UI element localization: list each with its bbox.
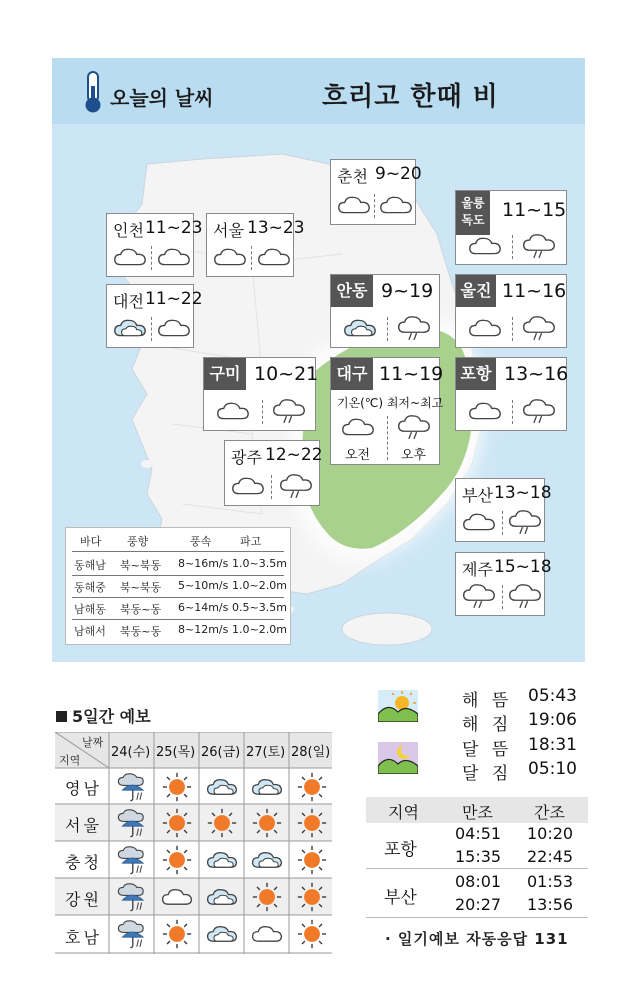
rain-icon — [397, 414, 431, 440]
city-seoul: 서울 13~23 — [206, 213, 294, 277]
rain-icon — [279, 473, 313, 499]
cloud-icon — [157, 317, 191, 339]
partly-cloudy-icon — [206, 776, 238, 798]
partly-cloudy-icon — [343, 317, 377, 339]
day-header: 24(수) — [111, 745, 151, 760]
rain-icon — [508, 509, 542, 535]
partly-cloudy-icon — [251, 776, 283, 798]
moonrise-icon — [378, 742, 418, 774]
cloud-icon — [161, 886, 193, 908]
sun-icon — [162, 772, 192, 802]
city-andong: 안동 9~19 — [330, 274, 440, 348]
sea-forecast-table — [65, 527, 291, 645]
region-label: 강원 — [65, 890, 102, 909]
cloud-icon — [257, 246, 291, 268]
region-label: 호남 — [65, 928, 102, 947]
tide-divider — [366, 868, 588, 869]
moonrise-label: 달 뜸 — [462, 740, 513, 760]
tide-header: 지역 만조 간조 — [366, 797, 588, 823]
tide-location: 부산 — [384, 888, 417, 908]
day-header: 26(금) — [201, 745, 241, 760]
day-header: 27(토) — [246, 745, 286, 760]
auto-reply-notice: · 일기예보 자동응답 131 — [385, 930, 569, 948]
forecast-icons — [55, 732, 332, 954]
sunset-time: 19:06 — [528, 710, 577, 730]
cloud-icon — [468, 317, 502, 339]
sunrise-label: 해 뜸 — [462, 691, 513, 711]
forecast-title: 5일간 예보 — [56, 704, 151, 727]
cloud-icon — [157, 246, 191, 268]
sunrise-time: 05:43 — [528, 686, 577, 706]
sun-icon — [252, 808, 282, 838]
region-label: 영남 — [65, 779, 102, 798]
sun-icon — [297, 845, 327, 875]
city-uljin: 울진 11~16 — [455, 274, 567, 348]
umbrella-rain-icon — [116, 808, 148, 838]
city-pohang: 포항 13~16 — [455, 357, 567, 431]
cloud-icon — [216, 400, 250, 422]
city-gwangju: 광주 12~22 — [224, 440, 320, 506]
sun-icon — [162, 845, 192, 875]
rain-icon — [272, 398, 306, 424]
umbrella-rain-icon — [116, 845, 148, 875]
rain-icon — [508, 583, 542, 609]
umbrella-rain-icon — [116, 919, 148, 949]
moonrise-time: 18:31 — [528, 735, 577, 755]
cloud-icon — [251, 923, 283, 945]
region-label: 서울 — [65, 816, 102, 835]
umbrella-rain-icon — [116, 772, 148, 802]
rain-icon — [522, 233, 556, 259]
cloud-icon — [462, 511, 496, 533]
region-label: 충청 — [65, 853, 102, 872]
sun-icon — [207, 808, 237, 838]
city-chuncheon: 춘천 9~20 — [330, 159, 416, 225]
cloud-icon — [468, 400, 502, 422]
temp-legend: 기온(℃) 최저~최고 — [337, 396, 444, 410]
day-header: 25(목) — [156, 745, 196, 760]
weather-summary: 흐리고 한때 비 — [322, 82, 499, 112]
sun-icon — [252, 882, 282, 912]
square-bullet-icon — [56, 711, 67, 722]
cloud-icon — [341, 416, 375, 438]
city-gumi: 구미 10~21 — [203, 357, 316, 431]
moonset-time: 05:10 — [528, 759, 577, 779]
map-title: 오늘의 날씨 — [110, 86, 214, 110]
thermometer-icon — [80, 70, 106, 114]
day-header: 28(일) — [291, 745, 331, 760]
five-day-forecast-table: 날짜 지역 24(수) 25(목) 26(금) 27(토) 28(일) 영남 서울 충청 강원 호남 — [55, 732, 332, 954]
moonset-label: 달 짐 — [462, 764, 513, 784]
sun-icon — [162, 919, 192, 949]
sun-icon — [297, 808, 327, 838]
city-jeju: 제주 15~18 — [455, 552, 545, 616]
cloud-icon — [468, 235, 502, 257]
city-daejeon: 대전 11~22 — [106, 284, 194, 348]
tide-divider — [366, 917, 588, 918]
rain-icon — [522, 315, 556, 341]
cloud-icon — [231, 475, 265, 497]
umbrella-rain-icon — [116, 882, 148, 912]
city-daegu: 대구 11~19 기온(℃) 최저~최고 오전 오후 — [330, 357, 440, 465]
city-incheon: 인천 11~23 — [106, 213, 194, 277]
cloud-icon — [337, 194, 371, 216]
map-header — [52, 58, 585, 124]
sun-icon — [297, 882, 327, 912]
rain-icon — [462, 583, 496, 609]
cloud-icon — [379, 194, 413, 216]
sea-row: 남해서 북동~동 8~12m/s 1.0~2.0m — [74, 623, 287, 638]
sunrise-icon — [378, 690, 418, 722]
sea-header-row: 바다 풍향 풍속 파고 — [80, 535, 262, 548]
partly-cloudy-icon — [206, 923, 238, 945]
rain-icon — [397, 315, 431, 341]
sun-icon — [297, 772, 327, 802]
sun-icon — [162, 808, 192, 838]
city-ulleung-dokdo: 울릉 독도 11~15 — [455, 190, 567, 265]
sea-row: 남해동 북동~동 6~14m/s 0.5~3.5m — [74, 601, 287, 616]
cloud-icon — [213, 246, 247, 268]
partly-cloudy-icon — [251, 849, 283, 871]
rain-icon — [522, 398, 556, 424]
partly-cloudy-icon — [206, 849, 238, 871]
cloud-icon — [113, 246, 147, 268]
sun-icon — [297, 919, 327, 949]
partly-cloudy-icon — [206, 886, 238, 908]
city-busan: 부산 13~18 — [455, 478, 545, 542]
tide-location: 포항 — [384, 840, 417, 860]
sea-row: 동해중 북~북동 5~10m/s 1.0~2.0m — [74, 579, 287, 594]
sunset-label: 해 짐 — [462, 715, 513, 735]
partly-cloudy-icon — [113, 317, 147, 339]
sea-row: 동해남 북~북동 8~16m/s 1.0~3.5m — [74, 557, 287, 572]
